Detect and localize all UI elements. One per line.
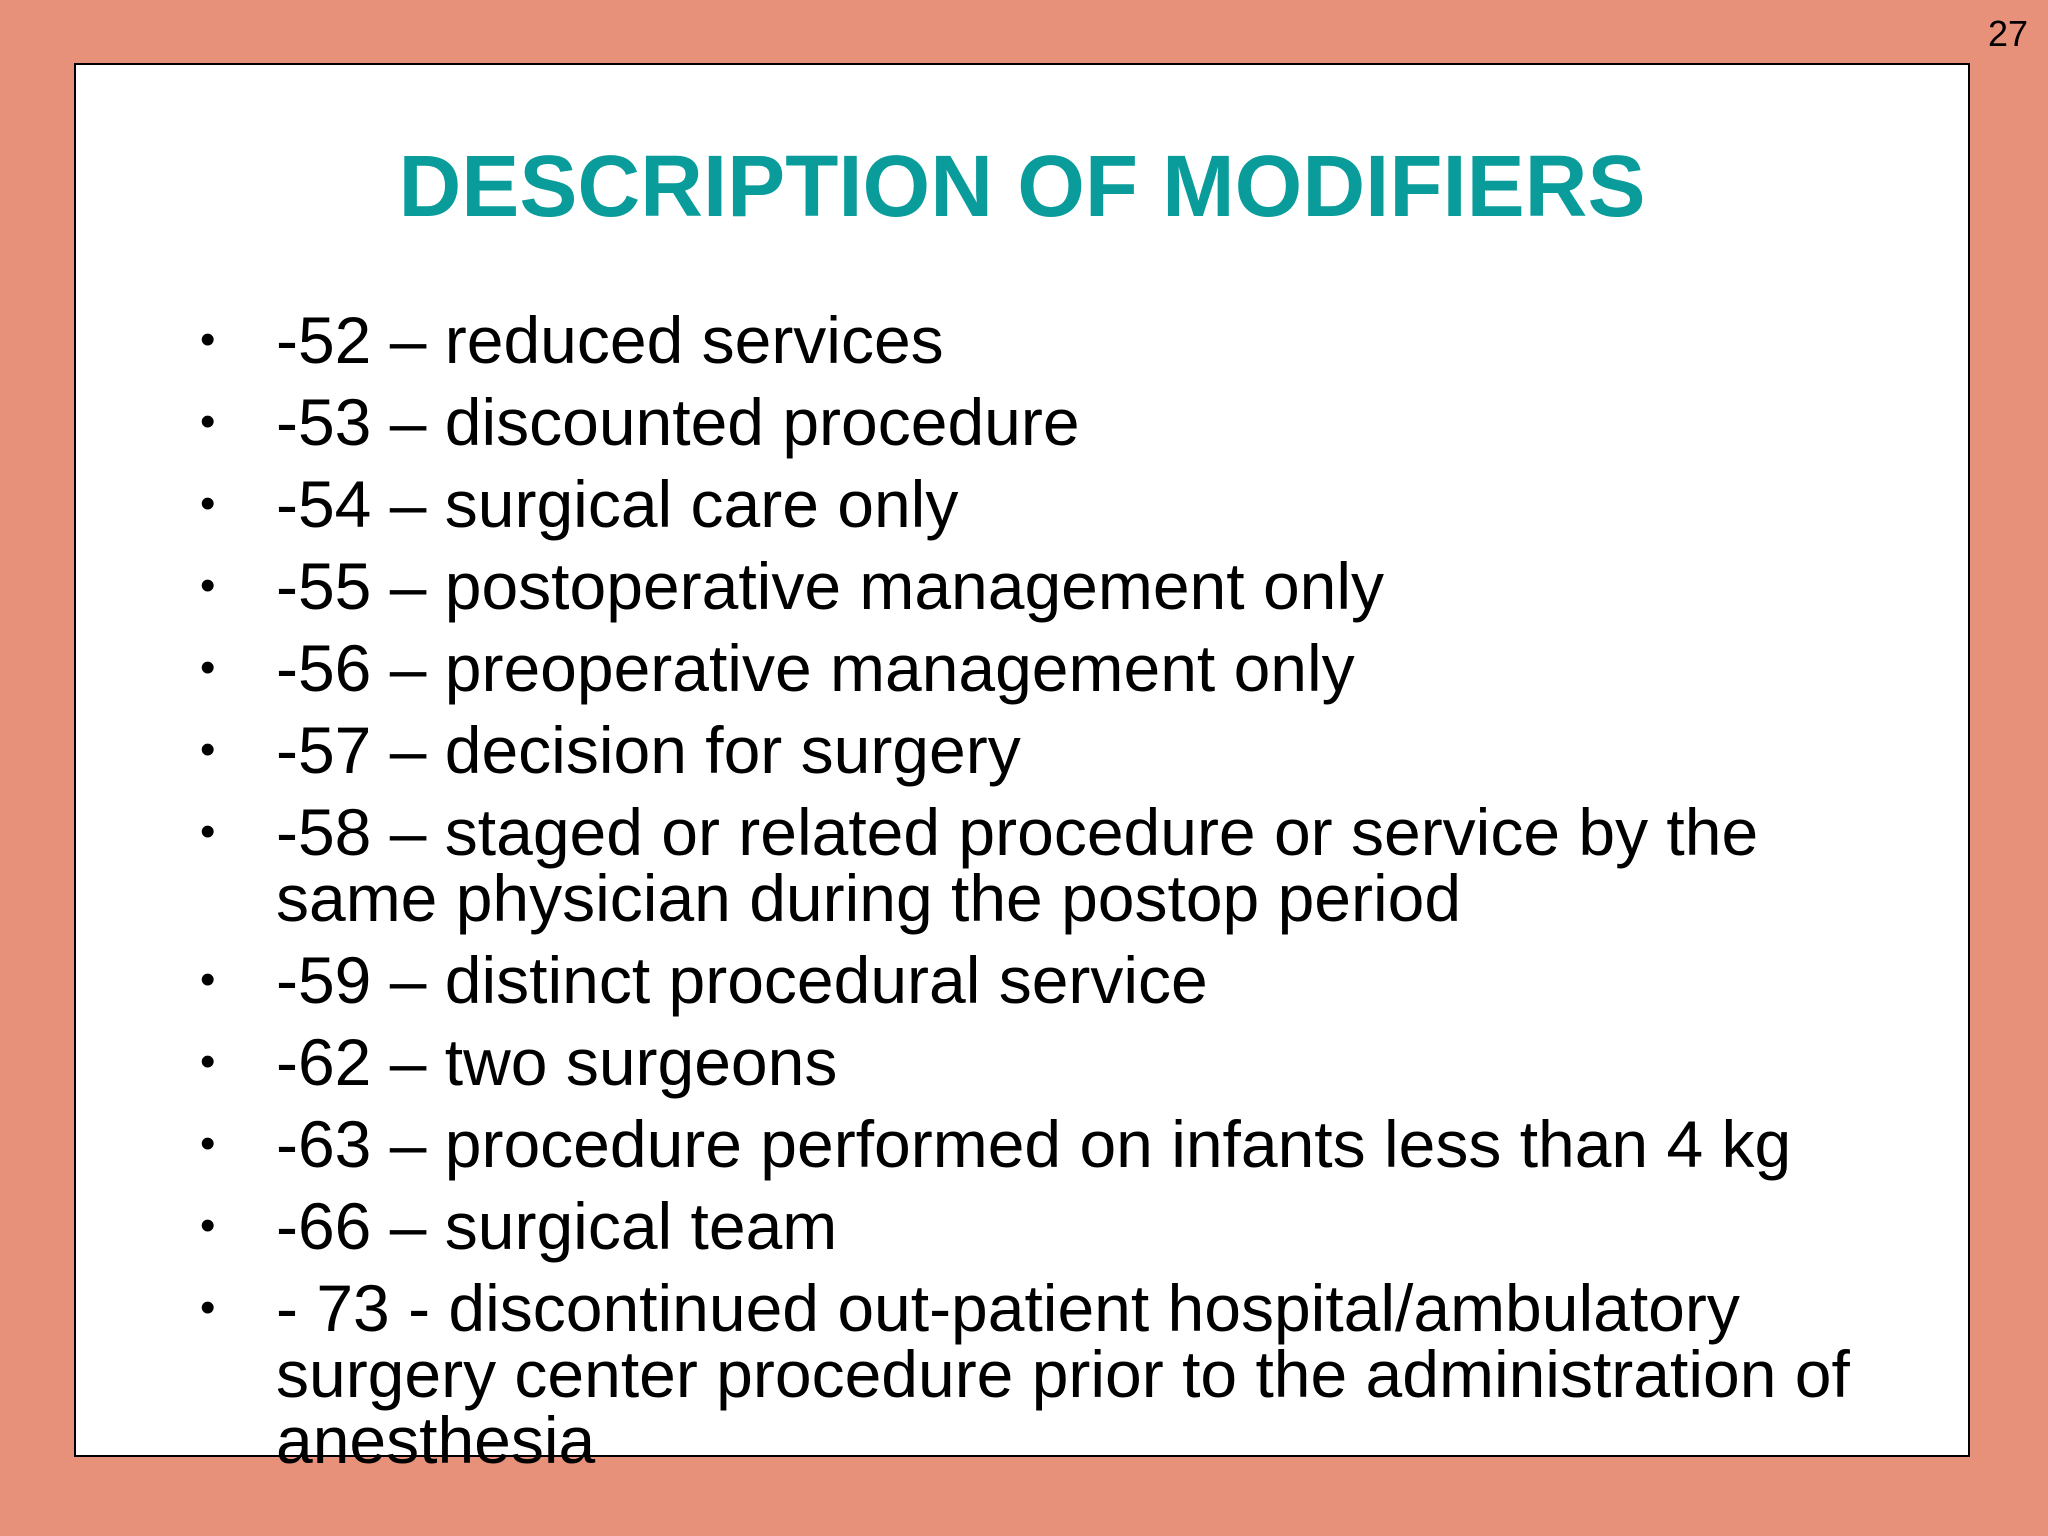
modifier-text: - 73 - discontinued out-patient hospital/ambulatory surgery center procedure prior to the administration of anesthesia <box>276 1271 1850 1477</box>
modifier-text: -59 – distinct procedural service <box>276 943 1208 1017</box>
bullet-dot-icon: • <box>200 1037 216 1086</box>
modifier-text: -56 – preoperative management only <box>276 631 1355 705</box>
bullet-dot-icon: • <box>200 561 216 610</box>
bullet-dot-icon: • <box>200 479 216 528</box>
modifier-text: -52 – reduced services <box>276 303 944 377</box>
slide-number: 27 <box>1987 13 2028 54</box>
list-item <box>76 1271 1968 1477</box>
bullet-dot-icon: • <box>200 315 216 364</box>
slide-title: DESCRIPTION OF MODIFIERS <box>398 138 1646 235</box>
list-item <box>76 631 1968 705</box>
bullet-dot-icon: • <box>200 397 216 446</box>
list-item <box>76 385 1968 459</box>
modifier-text: -62 – two surgeons <box>276 1025 838 1099</box>
modifier-text: -55 – postoperative management only <box>276 549 1385 623</box>
modifier-text: -63 – procedure performed on infants less than 4 kg <box>276 1107 1792 1181</box>
modifier-text: -66 – surgical team <box>276 1189 838 1263</box>
modifier-text: -53 – discounted procedure <box>276 385 1080 459</box>
slide-content-panel <box>74 63 1970 1477</box>
list-item <box>76 467 1968 541</box>
bullet-dot-icon: • <box>200 643 216 692</box>
list-item <box>76 549 1968 623</box>
bullet-dot-icon: • <box>200 807 216 856</box>
list-item <box>76 1025 1968 1099</box>
bullet-dot-icon: • <box>200 1201 216 1250</box>
modifier-text: -58 – staged or related procedure or service by the same physician during the postop period <box>276 795 1759 935</box>
list-item <box>76 713 1968 787</box>
list-item <box>76 1189 1968 1263</box>
list-item <box>76 303 1968 377</box>
list-item <box>76 795 1968 935</box>
bullet-dot-icon: • <box>200 1283 216 1332</box>
bullet-dot-icon: • <box>200 955 216 1004</box>
list-item <box>76 1107 1968 1181</box>
modifier-list <box>76 303 1968 1489</box>
bullet-dot-icon: • <box>200 1119 216 1168</box>
modifier-text: -54 – surgical care only <box>276 467 959 541</box>
list-item <box>76 943 1968 1017</box>
bullet-dot-icon: • <box>200 725 216 774</box>
modifier-text: -57 – decision for surgery <box>276 713 1021 787</box>
